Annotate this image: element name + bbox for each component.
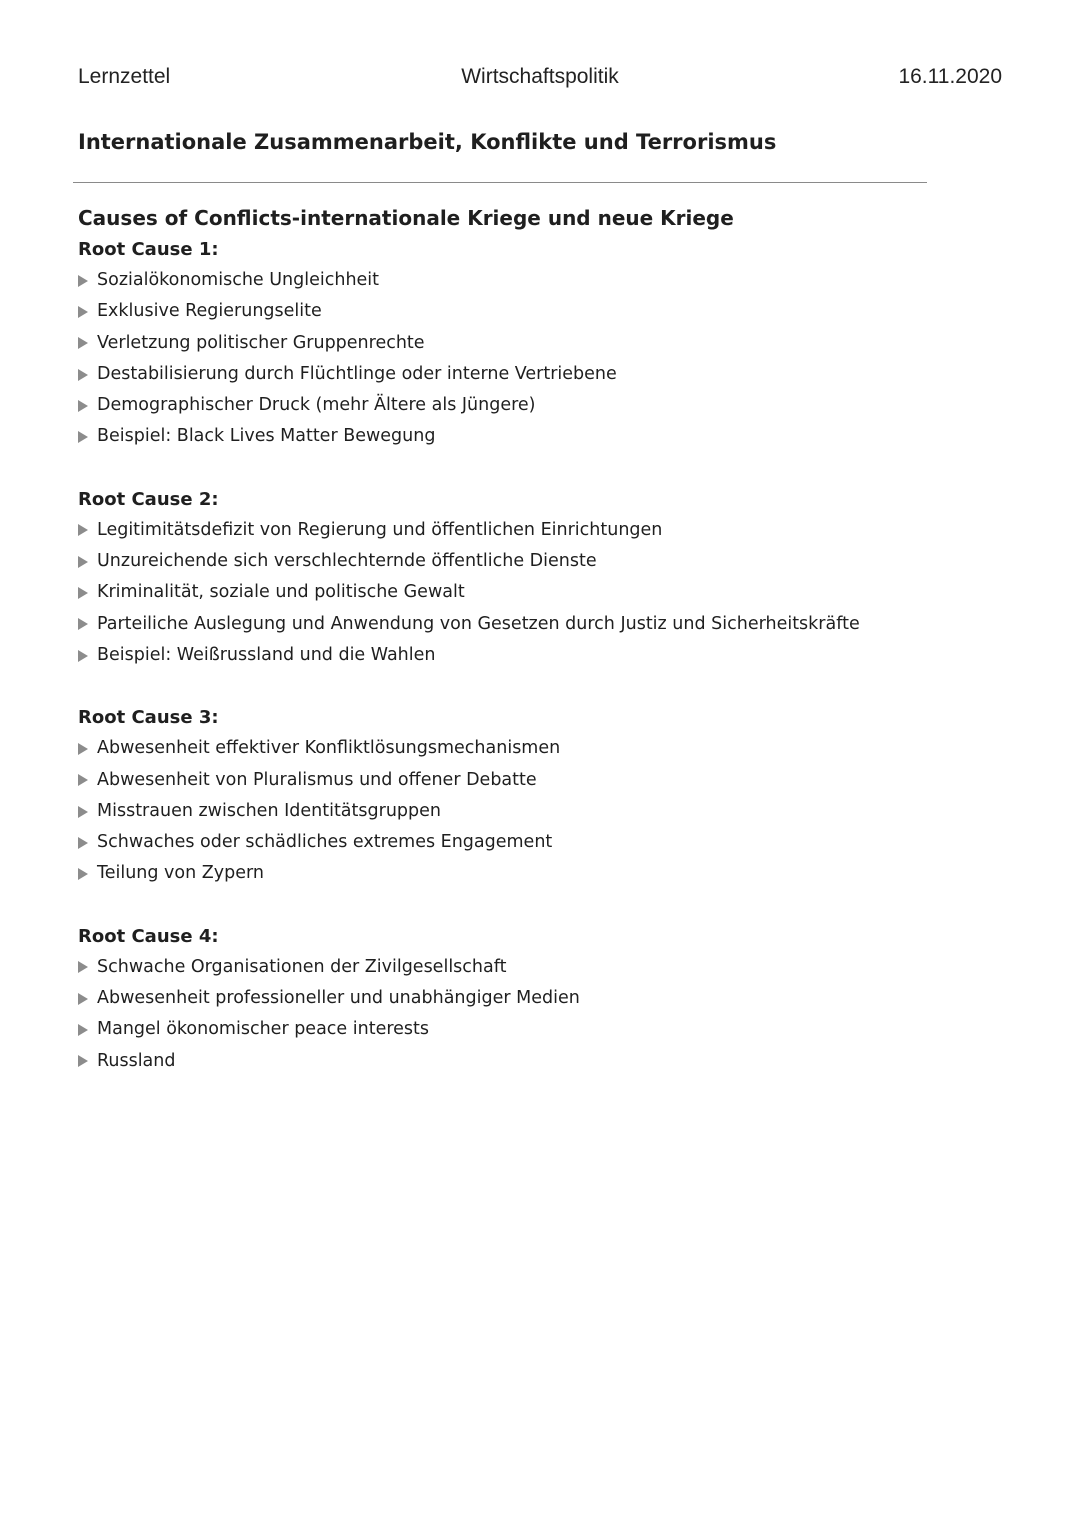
triangle-bullet-icon [78,993,88,1005]
list-item-text: Destabilisierung durch Flüchtlinge oder interne Vertriebene [97,363,617,384]
triangle-bullet-icon [78,868,88,880]
header-subject: Wirtschaftspolitik [461,65,619,88]
triangle-bullet-icon [78,618,88,630]
triangle-bullet-icon [78,431,88,443]
triangle-bullet-icon [78,306,88,318]
root-cause-heading: Root Cause 2: [78,488,219,510]
content [78,203,978,1108]
causes-list [78,234,978,1077]
list-item [78,577,978,608]
section-heading: Causes of Conflicts-internationale Kriege und neue Kriege [78,206,734,230]
list-item-text: Kriminalität, soziale und politische Gewalt [97,582,465,603]
triangle-bullet-icon [78,806,88,818]
list-item-text: Sozialökonomische Ungleichheit [97,270,380,290]
bullet-list [78,515,978,671]
triangle-bullet-icon [78,587,88,599]
triangle-bullet-icon [78,369,88,381]
list-item-text: Unzureichende sich verschlechternde öffentliche Dienste [97,551,597,572]
list-item-text: Schwaches oder schädliches extremes Engagement [97,832,553,853]
list-item-text: Verletzung politischer Gruppenrechte [97,332,425,353]
bullet-list [78,733,978,889]
list-item-text: Exklusive Regierungselite [97,301,322,322]
root-cause-block [78,921,978,1077]
list-item-text: Demographischer Druck (mehr Ältere als Jüngere) [97,395,536,416]
root-cause-block [78,234,978,453]
list-item [78,328,978,359]
root-cause-heading: Root Cause 4: [78,925,219,947]
list-item-text: Mangel ökonomischer peace interests [97,1019,430,1040]
root-cause-heading: Root Cause 3: [78,707,219,729]
list-item [78,827,978,858]
list-item-text: Beispiel: Black Lives Matter Bewegung [97,426,436,447]
triangle-bullet-icon [78,837,88,849]
list-item [78,858,978,889]
list-item-text: Parteiliche Auslegung und Anwendung von Gesetzen durch Justiz und Sicherheitskräfte [97,613,860,634]
triangle-bullet-icon [78,400,88,412]
triangle-bullet-icon [78,556,88,568]
list-item-text: Teilung von Zypern [97,863,264,884]
triangle-bullet-icon [78,1024,88,1036]
list-item [78,1046,978,1077]
list-item [78,390,978,421]
triangle-bullet-icon [78,743,88,755]
list-item [78,952,978,983]
bullet-list [78,265,978,453]
list-item [78,296,978,327]
list-item [78,609,978,640]
list-item [78,765,978,796]
title-divider [73,182,927,183]
list-item [78,421,978,452]
list-item-text: Abwesenheit professioneller und unabhängiger Medien [97,988,580,1009]
root-cause-heading: Root Cause 1: [78,239,219,260]
list-item-text: Russland [97,1050,176,1071]
triangle-bullet-icon [78,524,88,536]
triangle-bullet-icon [78,275,88,287]
list-item-text: Legitimitätsdefizit von Regierung und öffentlichen Einrichtungen [97,519,663,540]
bullet-list [78,952,978,1077]
list-item [78,733,978,764]
list-item [78,796,978,827]
list-item [78,1014,978,1045]
list-item-text: Abwesenheit effektiver Konfliktlösungsmechanismen [97,738,561,759]
triangle-bullet-icon [78,774,88,786]
list-item [78,515,978,546]
list-item [78,983,978,1014]
triangle-bullet-icon [78,961,88,973]
list-item [78,265,978,296]
header-left-label: Lernzettel [78,65,171,88]
triangle-bullet-icon [78,650,88,662]
root-cause-block [78,484,978,671]
list-item [78,359,978,390]
list-item [78,546,978,577]
document-title: Internationale Zusammenarbeit, Konflikte und Terrorismus [78,130,777,154]
header-date: 16.11.2020 [898,65,1002,88]
list-item-text: Abwesenheit von Pluralismus und offener Debatte [97,769,537,790]
list-item-text: Beispiel: Weißrussland und die Wahlen [97,644,436,665]
list-item-text: Schwache Organisationen der Zivilgesellschaft [97,956,507,977]
triangle-bullet-icon [78,1055,88,1067]
root-cause-block [78,702,978,889]
triangle-bullet-icon [78,337,88,349]
list-item [78,640,978,671]
list-item-text: Misstrauen zwischen Identitätsgruppen [97,800,441,821]
